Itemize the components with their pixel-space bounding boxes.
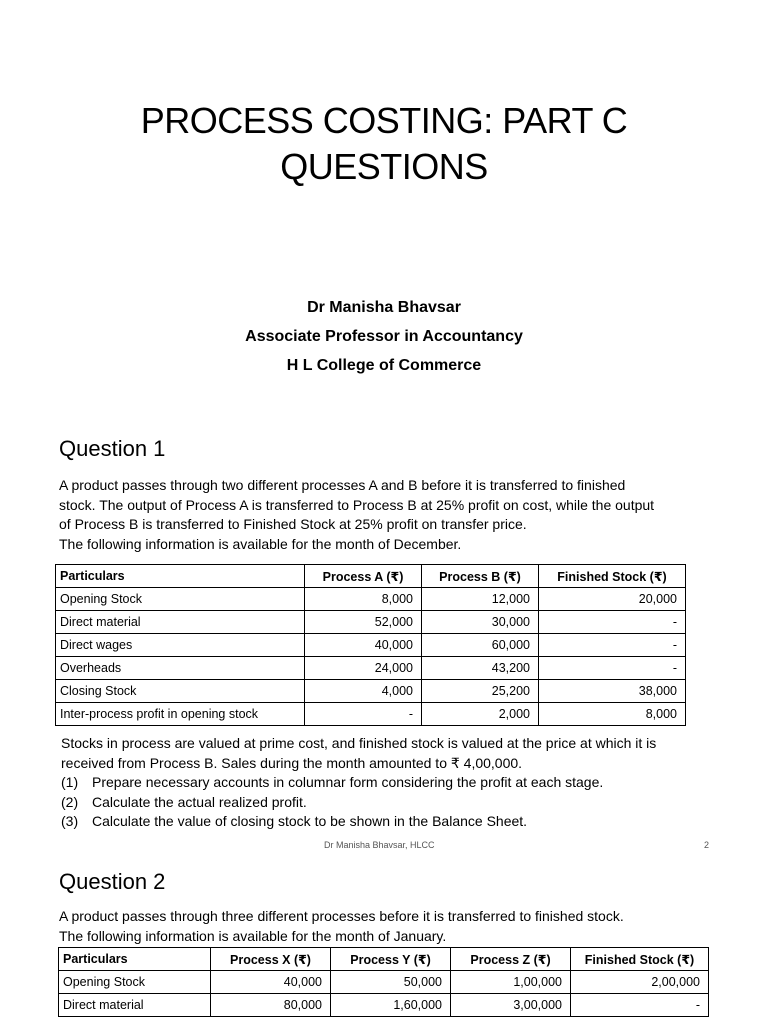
intro-line: A product passes through three different processes before it is transferred to finished stock. <box>59 908 624 924</box>
cell-value: 20,000 <box>539 588 686 611</box>
task-text: Prepare necessary accounts in columnar form considering the profit at each stage. <box>92 774 604 790</box>
task-text: Calculate the value of closing stock to be shown in the Balance Sheet. <box>92 813 528 829</box>
cell-value: 80,000 <box>211 994 331 1017</box>
list-item <box>61 812 721 832</box>
task-list <box>61 773 721 832</box>
cell-value: 40,000 <box>305 634 422 657</box>
author-college: H L College of Commerce <box>286 357 482 374</box>
cell-value: - <box>539 634 686 657</box>
row-label: Overheads <box>56 657 305 680</box>
task-number: (3) <box>61 813 79 829</box>
row-label: Closing Stock <box>56 680 305 703</box>
table-row <box>56 611 686 634</box>
intro-line: The following information is available for the month of December. <box>59 535 462 552</box>
author-block <box>0 293 768 380</box>
notes-line: received from Process B. Sales during the month amounted to ₹ 4,00,000. <box>61 754 523 771</box>
list-item <box>61 793 721 813</box>
cell-value: 8,000 <box>305 588 422 611</box>
cell-value: 25,200 <box>422 680 539 703</box>
table-row <box>59 994 709 1017</box>
cell-value: 40,000 <box>211 971 331 994</box>
cell-value: 50,000 <box>331 971 451 994</box>
question-2-heading: Question 2 <box>59 869 166 894</box>
footer-text: Dr Manisha Bhavsar, HLCC <box>324 840 435 850</box>
cell-value: 43,200 <box>422 657 539 680</box>
cell-value: 3,00,000 <box>451 994 571 1017</box>
cell-value: 2,00,000 <box>571 971 709 994</box>
header-process-x: Process X (₹) <box>211 948 331 971</box>
table-row <box>59 971 709 994</box>
cell-value: 4,000 <box>305 680 422 703</box>
header-process-b: Process B (₹) <box>422 565 539 588</box>
cell-value: 24,000 <box>305 657 422 680</box>
intro-line: stock. The output of Process A is transferred to Process B at 25% profit on cost, while the output <box>59 496 655 513</box>
cell-value: - <box>571 994 709 1017</box>
page-title <box>0 98 768 190</box>
question-1-heading: Question 1 <box>59 436 166 461</box>
cell-value: 30,000 <box>422 611 539 634</box>
notes-line: Stocks in process are valued at prime cost, and finished stock is valued at the price at which it is <box>61 735 657 751</box>
table-header-row <box>56 565 686 588</box>
task-number: (1) <box>61 774 79 790</box>
table-row <box>56 657 686 680</box>
row-label: Direct material <box>59 994 211 1017</box>
header-process-z: Process Z (₹) <box>451 948 571 971</box>
header-particulars: Particulars <box>56 565 305 588</box>
cell-value: - <box>539 611 686 634</box>
cell-value: - <box>305 703 422 726</box>
header-process-y: Process Y (₹) <box>331 948 451 971</box>
table-header-row <box>59 948 709 971</box>
header-finished-stock: Finished Stock (₹) <box>539 565 686 588</box>
table-row <box>56 703 686 726</box>
cell-value: 1,60,000 <box>331 994 451 1017</box>
intro-line: The following information is available for the month of January. <box>59 927 447 944</box>
task-text: Calculate the actual realized profit. <box>92 793 307 810</box>
cell-value: 2,000 <box>422 703 539 726</box>
question-1-notes <box>61 734 721 832</box>
title-line-2: QUESTIONS <box>280 146 488 187</box>
cell-value: - <box>539 657 686 680</box>
row-label: Inter-process profit in opening stock <box>56 703 305 726</box>
table-row <box>56 680 686 703</box>
list-item <box>61 773 721 793</box>
author-role: Associate Professor in Accountancy <box>245 328 523 345</box>
page-number: 2 <box>704 840 710 850</box>
row-label: Direct material <box>56 611 305 634</box>
cell-value: 38,000 <box>539 680 686 703</box>
table-row <box>56 588 686 611</box>
row-label: Direct wages <box>56 634 305 657</box>
header-particulars: Particulars <box>59 948 211 971</box>
header-finished-stock: Finished Stock (₹) <box>571 948 709 971</box>
cell-value: 1,00,000 <box>451 971 571 994</box>
cell-value: 12,000 <box>422 588 539 611</box>
question-2-table <box>58 947 709 1017</box>
row-label: Opening Stock <box>56 588 305 611</box>
intro-line: A product passes through two different processes A and B before it is transferred to finished <box>59 477 626 493</box>
author-name: Dr Manisha Bhavsar <box>307 299 461 316</box>
question-1-table <box>55 564 686 726</box>
cell-value: 8,000 <box>539 703 686 726</box>
task-number: (2) <box>61 793 79 810</box>
row-label: Opening Stock <box>59 971 211 994</box>
header-process-a: Process A (₹) <box>305 565 422 588</box>
intro-line: of Process B is transferred to Finished Stock at 25% profit on transfer price. <box>59 516 527 532</box>
cell-value: 52,000 <box>305 611 422 634</box>
question-2-intro <box>59 907 709 946</box>
question-1-intro <box>59 476 709 554</box>
table-row <box>56 634 686 657</box>
cell-value: 60,000 <box>422 634 539 657</box>
title-line-1: PROCESS COSTING: PART C <box>140 100 628 141</box>
